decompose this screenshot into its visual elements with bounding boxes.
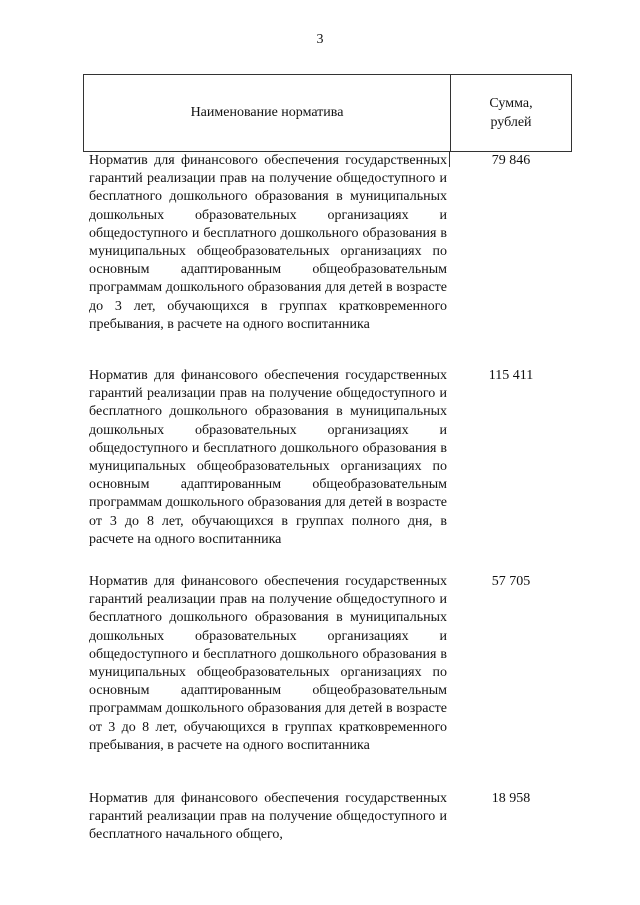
row-norm-name: Норматив для финансового обеспечения государственных гарантий реализации прав на получение общедоступного и бесплатного начального общего, <box>89 791 447 843</box>
row-sum-value: 18 958 <box>491 791 531 806</box>
column-header-sum-line1: Сумма, <box>489 96 533 111</box>
row-norm-name: Норматив для финансового обеспечения государственных гарантий реализации прав на получение общедоступного и бесплатного дошкольного образования в муниципальных дошкольных образовательных организациях и общедоступного и бесплатного дошкольного образования в муниципальных общеобразовательных организациях по основным адаптированным общеобразовательным программам дошкольного образования для детей в возрасте от 3 до 8 лет, обучающихся в группах полного дня, в расчете на одного воспитанника <box>89 368 447 547</box>
column-header-sum <box>451 75 571 151</box>
column-header-name: Наименование норматива <box>84 75 451 151</box>
table-header <box>83 74 572 152</box>
column-divider <box>449 152 450 167</box>
column-header-sum-line2: рублей <box>490 115 532 130</box>
row-sum-value: 57 705 <box>491 574 531 589</box>
page-number: 3 <box>316 32 324 47</box>
row-norm-name: Норматив для финансового обеспечения государственных гарантий реализации прав на получение общедоступного и бесплатного дошкольного образования в муниципальных дошкольных образовательных организациях и общедоступного и бесплатного дошкольного образования в муниципальных общеобразовательных организациях по основным адаптированным общеобразовательным программам дошкольного образования для детей в возрасте от 3 до 8 лет, обучающихся в группах кратковременного пребывания, в расчете на одного воспитанника <box>89 574 447 753</box>
row-sum-value: 79 846 <box>491 153 531 168</box>
row-norm-name: Норматив для финансового обеспечения государственных гарантий реализации прав на получение общедоступного и бесплатного дошкольного образования в муниципальных дошкольных образовательных организациях и общедоступного и бесплатного дошкольного образования в муниципальных общеобразовательных организациях по основным адаптированным общеобразовательным программам дошкольного образования для детей в возрасте до 3 лет, обучающихся в группах кратковременного пребывания, в расчете на одного воспитанника <box>89 153 447 332</box>
row-sum-value: 115 411 <box>488 368 534 383</box>
